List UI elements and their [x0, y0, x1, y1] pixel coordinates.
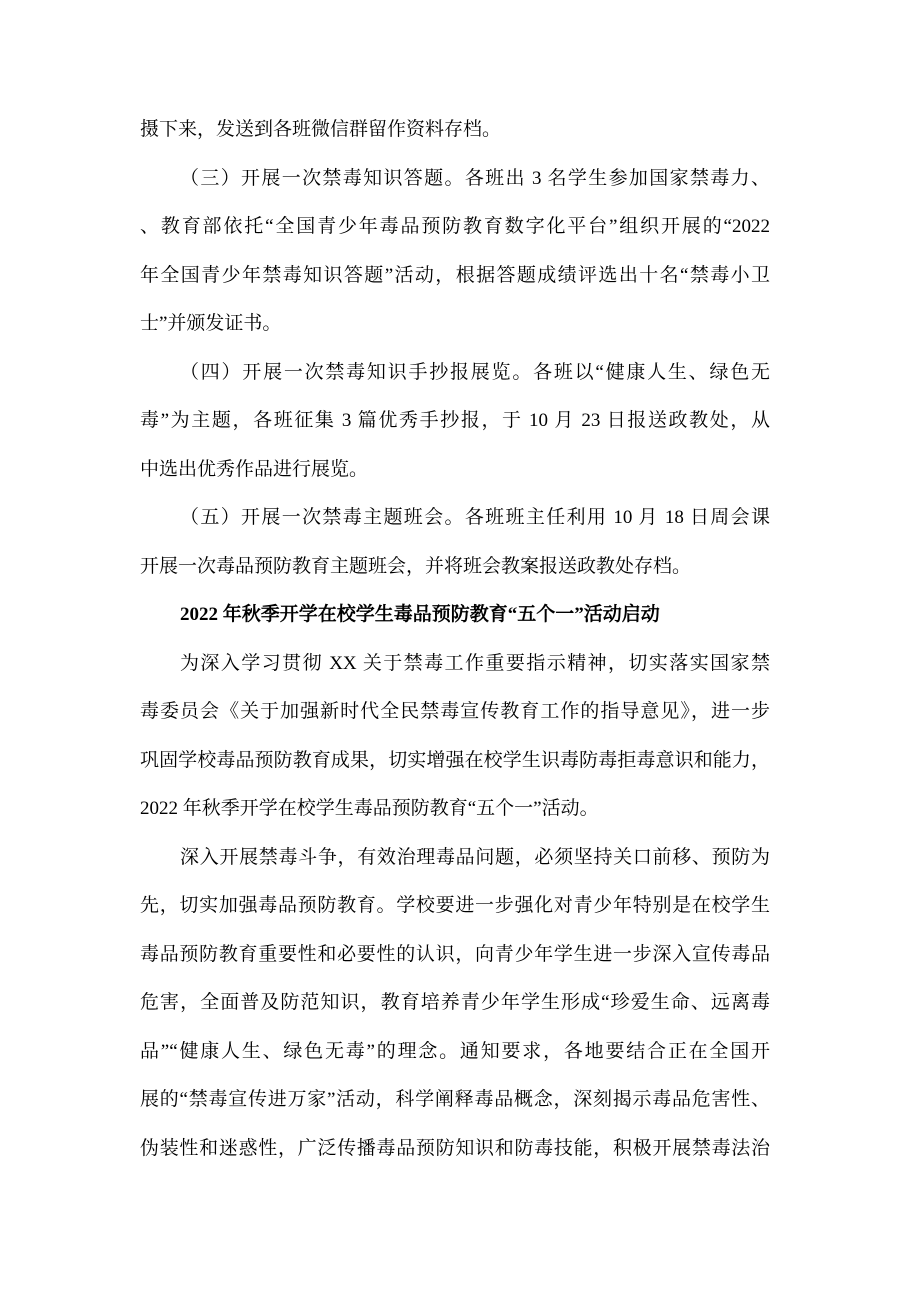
- text-line: 毒品预防教育重要性和必要性的认识，向青少年学生进一步深入宣传毒品: [140, 943, 770, 965]
- paragraph-launch-background: [140, 640, 770, 834]
- text-line: （四）开展一次禁毒知识手抄报展览。各班以“健康人生、绿色无: [180, 361, 770, 383]
- text-line: 深入开展禁毒斗争，有效治理毒品问题，必须坚持关口前移、预防为: [180, 846, 770, 868]
- text-line: （五）开展一次禁毒主题班会。各班班主任利用 10 月 18 日周会课: [180, 507, 770, 528]
- heading-line: 2022 年秋季开学在校学生毒品预防教育“五个一”活动启动: [180, 604, 660, 625]
- text-line: 展的“禁毒宣传进万家”活动，科学阐释毒品概念，深刻揭示毒品危害性、: [140, 1089, 770, 1110]
- text-line: 毒委员会《关于加强新时代全民禁毒宣传教育工作的指导意见》，进一步: [140, 701, 770, 722]
- document-body: [140, 106, 770, 1173]
- text-line: 2022 年秋季开学在校学生毒品预防教育“五个一”活动。: [140, 798, 599, 819]
- paragraph-photo-archive-continuation: [140, 106, 770, 155]
- text-line: 危害，全面普及防范知识，教育培养青少年学生形成“珍爱生命、远离毒: [140, 992, 770, 1013]
- text-line: （三）开展一次禁毒知识答题。各班出 3 名学生参加国家禁毒力、: [180, 167, 770, 189]
- paragraph-item-three-knowledge-quiz: [140, 155, 770, 349]
- text-line: 开展一次毒品预防教育主题班会，并将班会教案报送政教处存档。: [140, 555, 692, 577]
- text-line: 巩固学校毒品预防教育成果，切实增强在校学生识毒防毒拒毒意识和能力，: [140, 749, 770, 771]
- text-line: 摄下来，发送到各班微信群留作资料存档。: [140, 119, 502, 140]
- paragraph-item-four-handcopied-poster: [140, 349, 770, 495]
- text-line: 士”并颁发证书。: [140, 313, 282, 334]
- text-line: 伪装性和迷惑性，广泛传播毒品预防知识和防毒技能，积极开展禁毒法治: [140, 1137, 770, 1159]
- text-line: 毒”为主题，各班征集 3 篇优秀手抄报，于 10 月 23 日报送政教处，从: [140, 410, 770, 431]
- text-line: 为深入学习贯彻 XX 关于禁毒工作重要指示精神，切实落实国家禁: [180, 652, 770, 674]
- text-line: 中选出优秀作品进行展览。: [140, 458, 369, 480]
- paragraph-drug-prevention-education-importance: [140, 834, 770, 1174]
- text-line: 年全国青少年禁毒知识答题”活动，根据答题成绩评选出十名“禁毒小卫: [140, 264, 770, 286]
- text-line: 品”“健康人生、绿色无毒”的理念。通知要求，各地要结合正在全国开: [140, 1040, 770, 1062]
- heading-five-one-activity-launch: [140, 591, 770, 640]
- text-line: 、教育部依托“全国青少年毒品预防教育数字化平台”组织开展的“2022: [140, 216, 770, 237]
- text-line: 先，切实加强毒品预防教育。学校要进一步强化对青少年特别是在校学生: [140, 895, 770, 916]
- paragraph-item-five-theme-class-meeting: [140, 494, 770, 591]
